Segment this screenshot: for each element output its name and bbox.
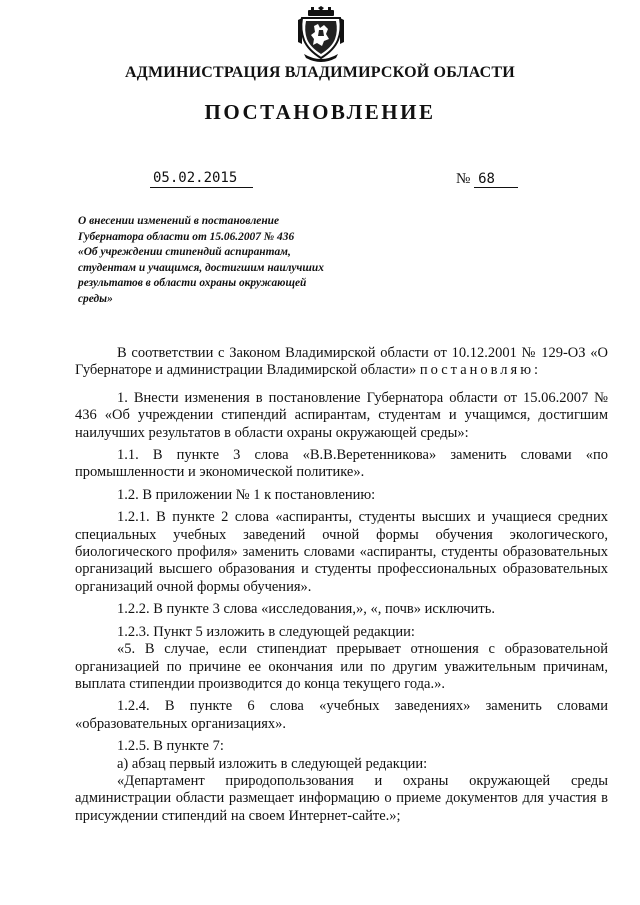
body-paragraph: «Департамент природопользования и охраны окружающей среды администрации области размещает информацию о приеме документов для участия в присуждении стипендий на своем Интернет-сайте.»;	[75, 772, 608, 824]
number-sign: №	[456, 171, 471, 187]
document-type-title: ПОСТАНОВЛЕНИЕ	[204, 100, 436, 124]
body-paragraph: 1.2.4. В пункте 6 слова «учебных заведениях» заменить словами «образовательных организациях».	[75, 698, 608, 732]
body-paragraph: 1.2.2. В пункте 3 слова «исследования,», «, почв» исключить.	[117, 601, 496, 618]
subject-line: «Об учреждении стипендий аспирантам,	[78, 246, 291, 258]
document-number	[456, 171, 518, 188]
coat-of-arms-emblem-icon	[298, 6, 344, 62]
subject-line: результатов в области охраны окружающей	[78, 277, 307, 289]
body-paragraph: 1.2.1. В пункте 2 слова «аспиранты, студенты высших и учащиеся средних специальных учебных заведений очной формы обучения экологического, биологического профиля» заменить словами «аспиранты, студенты образовательных организаций высшего образования и студенты профессиональных образовательных организаций очной формы обучения».	[75, 509, 608, 595]
body-paragraph: «5. В случае, если стипендиат прерывает отношения с образовательной организацией по причине ее окончания или по другим уважительным причинам, выплата стипендии производится до конца текущего года.».	[75, 641, 608, 692]
organization-name: АДМИНИСТРАЦИЯ ВЛАДИМИРСКОЙ ОБЛАСТИ	[125, 64, 515, 81]
subject-line: среды»	[78, 292, 113, 305]
preamble-text: В соответствии с Законом Владимирской области от 10.12.2001 № 129-ОЗ «О Губернаторе и администрации Владимирской области»	[75, 345, 608, 379]
subject-line: студентам и учащимся, достигшим наилучших	[78, 261, 324, 274]
body-paragraph: 1. Внести изменения в постановление Губернатора области от 15.06.2007 № 436 «Об учреждении стипендий аспирантам, студентам и учащимся, достигшим наилучших результатов в области охраны окружающей среды»:	[75, 389, 608, 441]
preamble-decree: постановляю:	[419, 362, 542, 379]
subject-line: О внесении изменений в постановление	[78, 215, 280, 227]
document-date: 05.02.2015	[150, 170, 253, 188]
body-paragraph: а) абзац первый изложить в следующей редакции:	[117, 755, 428, 772]
document-subject	[78, 214, 378, 307]
number-value: 68	[474, 171, 518, 188]
body-paragraph: 1.2.3. Пункт 5 изложить в следующей редакции:	[117, 623, 415, 640]
body-paragraph: 1.2.5. В пункте 7:	[117, 738, 224, 755]
body-paragraph: 1.2. В приложении № 1 к постановлению:	[117, 486, 376, 503]
preamble-paragraph	[75, 345, 608, 380]
subject-line: Губернатора области от 15.06.2007 № 436	[78, 230, 295, 243]
body-paragraph: 1.1. В пункте 3 слова «В.В.Веретенникова» заменить словами «по промышленности и экономической политике».	[75, 447, 608, 481]
document-body	[75, 345, 608, 830]
